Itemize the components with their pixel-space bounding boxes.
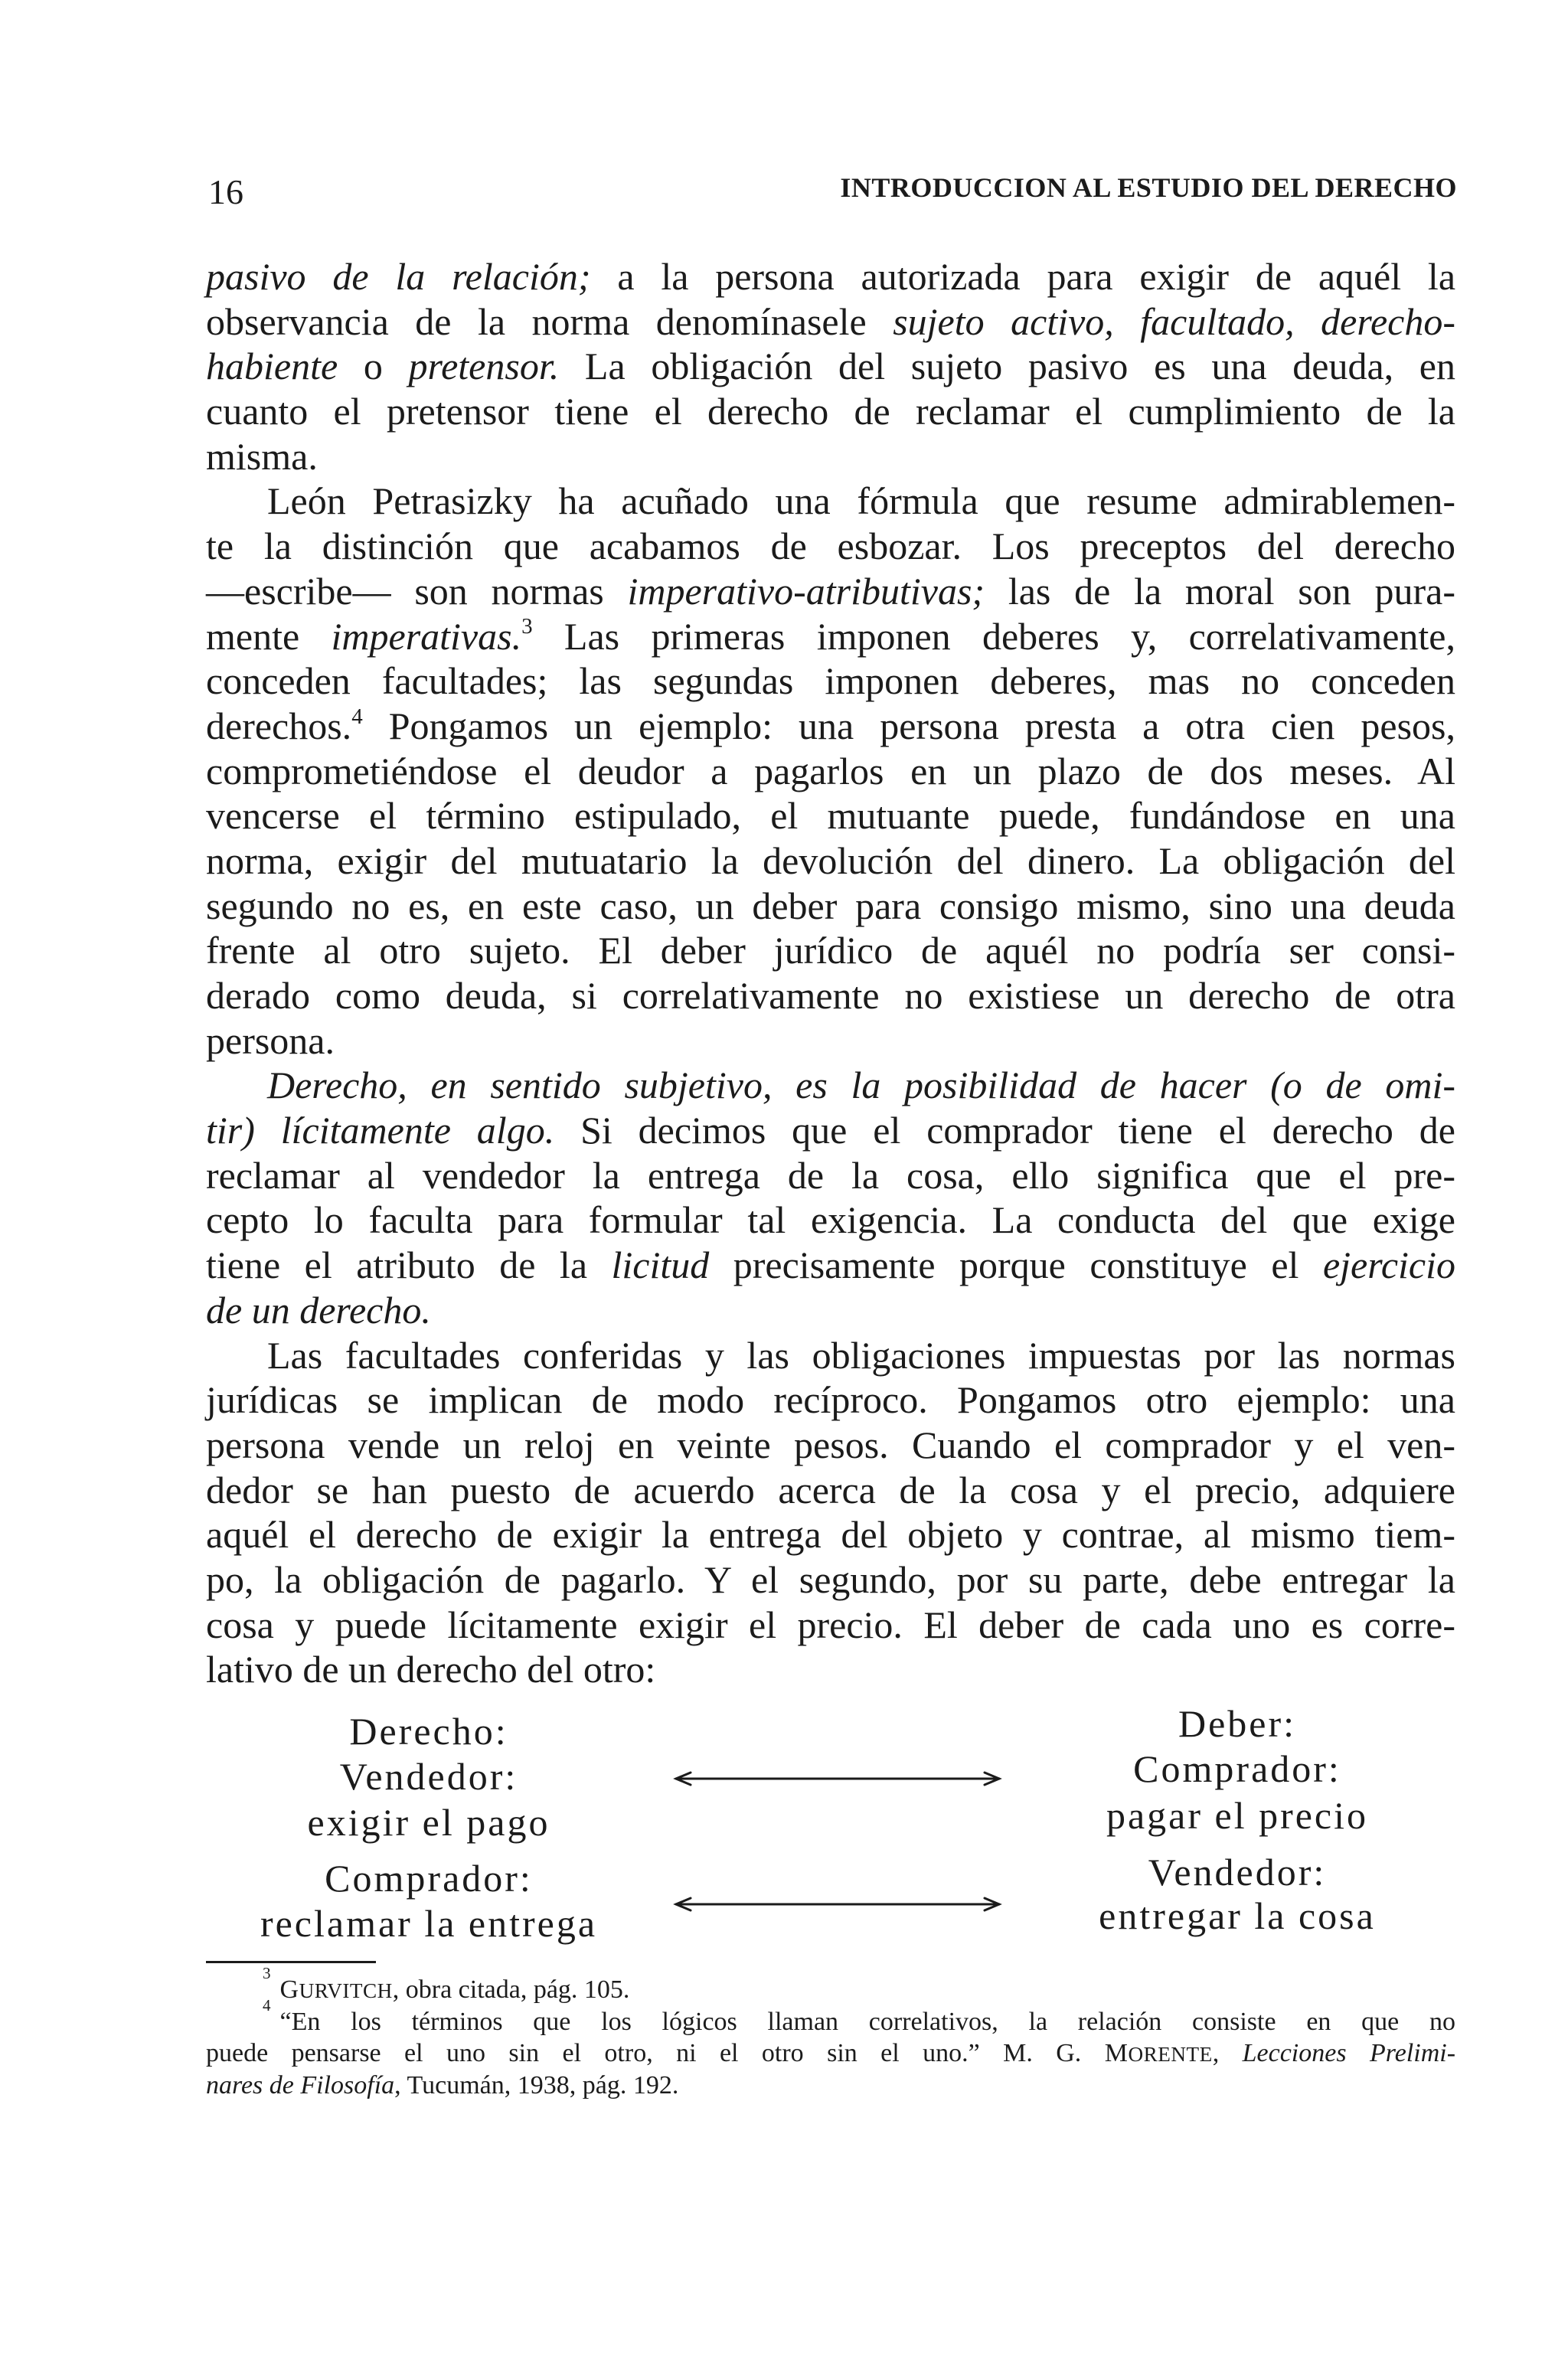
text-segment: persona vende un reloj en veinte pesos. Cuando el comprador y el ven-	[206, 1423, 1455, 1466]
schema-left-action: exigir el pago	[307, 1801, 550, 1844]
italic-text: sujeto activo, facultado, derecho-	[893, 299, 1455, 343]
text-segment: conceden facultades; las segundas imponen deberes, mas no conceden	[206, 659, 1455, 703]
text-segment: cuanto el pretensor tiene el derecho de reclamar el cumplimiento de la	[206, 390, 1455, 433]
schema-right-header: Deber:	[1178, 1702, 1297, 1745]
text-segment: frente al otro sujeto. El deber jurídico de aquél no podría ser consi-	[206, 929, 1455, 972]
footnote-ref: 4	[351, 704, 363, 729]
italic-text: pasivo de la relación;	[206, 255, 591, 298]
text-segment: tiene el atributo de la	[206, 1243, 612, 1287]
text-line	[206, 1108, 1455, 1153]
text-segment: po, la obligación de pagarlo. Y el segundo, por su parte, debe entregar la	[206, 1557, 1455, 1601]
text-segment: jurídicas se implican de modo recíproco. Pongamos otro ejemplo: una	[206, 1378, 1455, 1422]
schema-right-party: Comprador:	[1133, 1747, 1341, 1790]
text-line	[206, 569, 1455, 614]
text-line	[206, 1557, 1455, 1603]
text-segment: aquél el derecho de exigir la entrega del objeto y contrae, al mismo tiem-	[206, 1513, 1455, 1557]
text-segment: lativo de un derecho del otro:	[206, 1648, 656, 1691]
schema-right-party: Vendedor:	[1148, 1851, 1327, 1894]
footnote-line	[206, 2070, 1455, 2102]
text-line	[206, 299, 1455, 345]
paragraph	[206, 1333, 1455, 1693]
text-line	[206, 749, 1455, 794]
text-line	[206, 1512, 1455, 1557]
text-line	[206, 1153, 1455, 1198]
text-segment: —escribe— son normas	[206, 569, 628, 613]
italic-text: de un derecho.	[206, 1288, 431, 1332]
paragraph	[206, 254, 1455, 479]
footnote-3	[206, 1964, 1455, 2006]
text-line	[206, 254, 1455, 299]
text-segment: derado como deuda, si correlativamente no existiese un derecho de otra	[206, 974, 1455, 1017]
italic-text: tir) lícitamente algo.	[206, 1109, 555, 1152]
double-arrow	[676, 1898, 999, 1910]
text-segment: León Petrasizky ha acuñado una fórmula que resume admirablemen-	[267, 479, 1455, 523]
text-line	[206, 434, 1455, 479]
text-segment: observancia de la norma denomínasele	[206, 299, 893, 343]
page-number: 16	[208, 172, 243, 211]
schema-right-action: entregar la cosa	[1099, 1894, 1376, 1937]
body-text	[206, 254, 1455, 1692]
text-segment: cosa y puede lícitamente exigir el precio. El deber de cada uno es corre-	[206, 1603, 1455, 1646]
italic-text: imperativas.	[331, 614, 522, 658]
author-name: MORENTE	[1104, 2039, 1213, 2067]
running-head: INTRODUCCION AL ESTUDIO DEL DERECHO	[840, 172, 1457, 203]
text-line	[206, 479, 1455, 524]
text-segment: las de la moral son pura-	[985, 569, 1455, 613]
text-line	[206, 389, 1455, 434]
text-line	[206, 524, 1455, 569]
italic-text: habiente	[206, 345, 338, 388]
text-segment: , obra citada, pág. 105.	[392, 1975, 630, 2004]
italic-text: nares de Filosofía	[206, 2070, 395, 2099]
text-line	[206, 1647, 1455, 1692]
text-line	[206, 704, 1455, 749]
italic-text: pretensor.	[408, 345, 560, 388]
text-segment: , Tucumán, 1938, pág. 192.	[394, 2070, 679, 2099]
text-segment: puede pensarse el uno sin el otro, ni el otro sin el uno.” M. G.	[206, 2039, 1105, 2067]
text-segment: dedor se han puesto de acuerdo acerca de la cosa y el precio, adquiere	[206, 1468, 1455, 1511]
text-segment: cepto lo faculta para formular tal exigencia. La conducta del que exige	[206, 1198, 1455, 1242]
text-segment: ,	[1212, 2039, 1243, 2067]
footnote-ref: 3	[521, 614, 533, 639]
text-line	[206, 1333, 1455, 1378]
text-line	[206, 1288, 1455, 1333]
text-line	[206, 1603, 1455, 1648]
text-line	[206, 1243, 1455, 1288]
footnote-mark: 3	[263, 1964, 271, 1983]
italic-text: imperativo-atributivas;	[627, 569, 985, 613]
text-line	[206, 1063, 1455, 1108]
footnotes	[206, 1964, 1456, 2101]
text-segment: reclamar al vendedor la entrega de la cosa, ello significa que el pre-	[206, 1153, 1455, 1197]
footnote-line	[206, 2037, 1455, 2070]
text-segment: precisamente porque constituye el	[709, 1243, 1323, 1287]
text-segment: Las facultades conferidas y las obligaciones impuestas por las normas	[267, 1333, 1455, 1377]
text-segment: comprometiéndose el deudor a pagarlos en un plazo de dos meses. Al	[206, 749, 1455, 792]
text-line	[206, 1018, 1455, 1064]
text-segment: o	[338, 345, 409, 388]
double-arrow	[676, 1773, 999, 1785]
schema-left-header: Derecho:	[349, 1710, 508, 1753]
text-line	[206, 344, 1455, 389]
italic-text: Lecciones Prelimi-	[1242, 2039, 1456, 2067]
schema-right-action: pagar el precio	[1106, 1794, 1369, 1837]
text-line	[206, 1468, 1455, 1513]
text-line	[206, 793, 1455, 838]
text-segment: Si decimos que el comprador tiene el derecho de	[554, 1109, 1455, 1152]
schema-left-party: Comprador:	[325, 1857, 533, 1900]
footnote-line	[206, 1995, 1455, 2038]
text-line	[206, 1198, 1455, 1243]
text-segment: Las primeras imponen deberes y, correlativamente,	[532, 614, 1455, 658]
paragraph	[206, 1063, 1455, 1332]
text-line	[206, 614, 1455, 659]
footnote-4	[206, 1995, 1456, 2102]
schema-left-action: reclamar la entrega	[260, 1902, 598, 1945]
footnote-separator	[206, 1961, 376, 1963]
text-segment: “En los términos que los lógicos llaman correlativos, la relación consiste en que no	[279, 2007, 1455, 2036]
text-line	[206, 658, 1455, 704]
text-segment: persona.	[206, 1018, 335, 1062]
text-segment: a la persona autorizada para exigir de aquél la	[590, 255, 1456, 298]
text-segment: norma, exigir del mutuatario la devolución del dinero. La obligación del	[206, 838, 1455, 882]
text-segment: te la distinción que acabamos de esbozar. Los preceptos del derecho	[206, 524, 1455, 568]
text-segment: vencerse el término estipulado, el mutuante puede, fundándose en una	[206, 794, 1455, 838]
italic-text: Derecho, en sentido subjetivo, es la posibilidad de hacer (o de omi-	[267, 1064, 1455, 1107]
footnote-mark: 4	[263, 1995, 271, 2015]
italic-text: licitud	[611, 1243, 710, 1287]
italic-text: ejercicio	[1322, 1243, 1455, 1287]
text-segment: Pongamos un ejemplo: una persona presta a otra cien pesos,	[362, 704, 1455, 747]
text-line	[206, 928, 1455, 973]
text-segment: La obligación del sujeto pasivo es una deuda, en	[559, 345, 1455, 388]
text-segment: misma.	[206, 434, 318, 478]
author-name: GURVITCH	[279, 1975, 393, 2004]
paragraph	[206, 479, 1455, 1063]
text-segment: derechos.	[206, 704, 352, 747]
text-line	[206, 1423, 1455, 1468]
schema-left-party: Vendedor:	[339, 1755, 518, 1798]
text-line	[206, 973, 1455, 1018]
text-segment: segundo no es, en este caso, un deber para consigo mismo, sino una deuda	[206, 884, 1455, 927]
text-segment: mente	[206, 614, 332, 658]
text-line	[206, 838, 1455, 884]
text-line	[206, 884, 1455, 929]
correspondence-arrows	[658, 1753, 1018, 1930]
text-line	[206, 1377, 1455, 1423]
